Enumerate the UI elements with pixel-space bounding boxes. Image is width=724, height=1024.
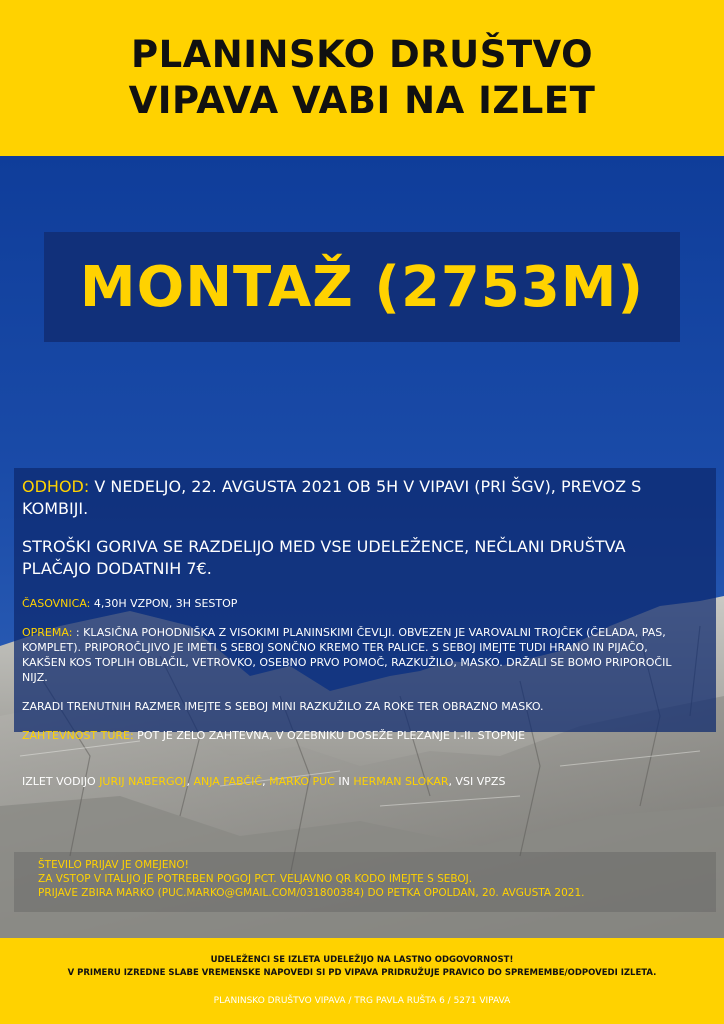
trip-info [22,476,690,743]
costs-paragraph: STROŠKI GORIVA SE RAZDELIJO MED VSE UDELEŽENCE, NEČLANI DRUŠTVA PLAČAJO DODATNIH 7€. [22,537,626,578]
departure-label: ODHOD: [22,477,90,496]
registration-contact: PRIJAVE ZBIRA MARKO (PUC.MARKO@GMAIL.COM/031800384) DO PETKA OPOLDAN, 20. AVGUSTA 2021. [38,887,585,899]
registration-text [38,858,708,900]
equipment-text: : KLASIČNA POHODNIŠKA Z VISOKIMI PLANINSKIMI ČEVLJI. OBVEZEN JE VAROVALNI TROJČEK (ČELADA, PAS, KOMPLET). PRIPOROČLJIVO JE IMETI S SEBOJ SONČNO KREMO TER PALICE. S SEBOJ IMEJTE TUDI HRANO IN PIJAČO, KAKŠEN KOS TOPLIH OBLAČIL, VETROVKO, OSEBNO PRVO POMOČ, RAZKUŽILO, MASKO. DRŽALI SE BOMO PRIPOROČIL NIJZ. [22,626,672,684]
disclaimer [0,954,724,980]
equipment-paragraph [22,625,690,685]
separator: , [262,775,270,788]
separator: , [186,775,194,788]
peak-title: MONTAŽ (2753M) [79,254,645,320]
disclaimer-line2: V PRIMERU IZREDNE SLABE VREMENSKE NAPOVEDI SI PD VIPAVA PRIDRUŽUJE PRAVICO DO SPREMEMBE/ODPOVEDI IZLETA. [67,968,657,978]
registration-limit: ŠTEVILO PRIJAV JE OMEJENO! [38,859,189,871]
difficulty-text: POT JE ZELO ZAHTEVNA, V OZEBNIKU DOSEŽE PLEZANJE I.-II. STOPNJE [133,729,526,742]
timing-label: ČASOVNICA: [22,597,91,610]
disclaimer-line1: UDELEŽENCI SE IZLETA UDELEŽIJO NA LASTNO ODGOVORNOST! [210,955,514,965]
guide-name: MARKO PUC [269,775,335,788]
departure-paragraph [22,476,690,520]
guide-name: JURIJ NABERGOJ [99,775,187,788]
header-title-line1: PLANINSKO DRUŠTVO [130,33,594,76]
difficulty-paragraph [22,728,690,743]
registration-italy: ZA VSTOP V ITALIJO JE POTREBEN POGOJ PCT. VELJAVNO QR KODO IMEJTE S SEBOJ. [38,873,473,885]
guides-prefix: IZLET VODIJO [22,775,100,788]
header-banner [0,0,724,156]
separator: IN [334,775,354,788]
departure-text: V NEDELJO, 22. AVGUSTA 2021 OB 5H V VIPAVI (PRI ŠGV), PREVOZ S KOMBIJI. [22,477,642,518]
guide-name: ANJA FABČIČ [193,775,263,788]
timing-paragraph [22,596,690,611]
guide-name: HERMAN SLOKAR [353,775,449,788]
difficulty-label: ZAHTEVNOST TURE: [22,729,134,742]
footer-banner [0,938,724,1024]
covid-paragraph: ZARADI TRENUTNIH RAZMER IMEJTE S SEBOJ MINI RAZKUŽILO ZA ROKE TER OBRAZNO MASKO. [22,700,544,713]
header-title-line2: VIPAVA VABI NA IZLET [128,79,596,122]
peak-title-box [44,232,680,342]
guides-line [22,774,702,789]
timing-text: 4,30H VZPON, 3H SESTOP [90,597,238,610]
club-address: PLANINSKO DRUŠTVO VIPAVA / TRG PAVLA RUŠTA 6 / 5271 VIPAVA [213,996,511,1006]
guides-suffix: , VSI VPZS [448,775,506,788]
equipment-label: OPREMA: [22,626,73,639]
